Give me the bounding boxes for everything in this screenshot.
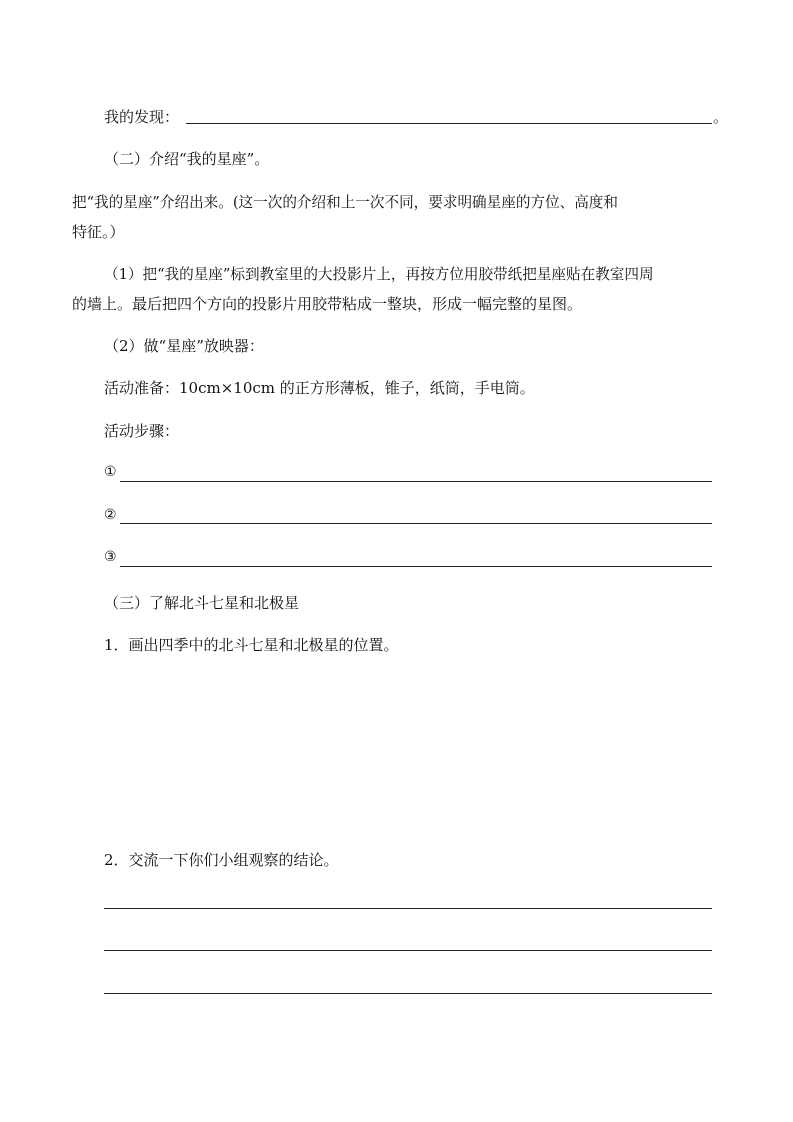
conclusion-line-1[interactable]: [104, 908, 712, 909]
drawing-area[interactable]: [104, 660, 712, 840]
activity-steps-label: 活动步骤：: [104, 422, 180, 440]
section2-item2: （2）做“星座”放映器：: [104, 337, 264, 355]
activity-prep: 活动准备：10cm×10cm 的正方形薄板，锥子，纸筒，手电筒。: [104, 379, 535, 397]
conclusion-line-3[interactable]: [104, 993, 712, 994]
section2-heading: （二）介绍“我的星座”。: [104, 150, 270, 168]
section3-heading: （三）了解北斗七星和北极星: [104, 594, 300, 612]
section2-item1-line1: （1）把“我的星座”标到教室里的大投影片上，再按方位用胶带纸把星座贴在教室四周: [104, 266, 654, 283]
question-2: 2．交流一下你们小组观察的结论。: [104, 851, 339, 869]
step-3-marker: ③: [104, 549, 117, 565]
step-1-marker: ①: [104, 464, 117, 480]
step-2-answer-line[interactable]: [120, 523, 712, 524]
question-1: 1．画出四季中的北斗七星和北极星的位置。: [104, 636, 399, 654]
section2-intro-line1: 把“我的星座”介绍出来。(这一次的介绍和上一次不同，要求明确星座的方位、高度和: [72, 194, 618, 211]
step-2-marker: ②: [104, 507, 117, 523]
step-3-answer-line[interactable]: [120, 566, 712, 567]
discovery-answer-line[interactable]: [186, 123, 712, 124]
step-1-answer-line[interactable]: [120, 481, 712, 482]
discovery-label: 我的发现：: [104, 108, 180, 126]
section2-intro-line2: 特征。）: [72, 223, 125, 241]
discovery-end-mark: 。: [713, 108, 729, 126]
section2-item1-line2: 的墙上。最后把四个方向的投影片用胶带粘成一整块，形成一幅完整的星图。: [72, 295, 583, 313]
conclusion-line-2[interactable]: [104, 950, 712, 951]
